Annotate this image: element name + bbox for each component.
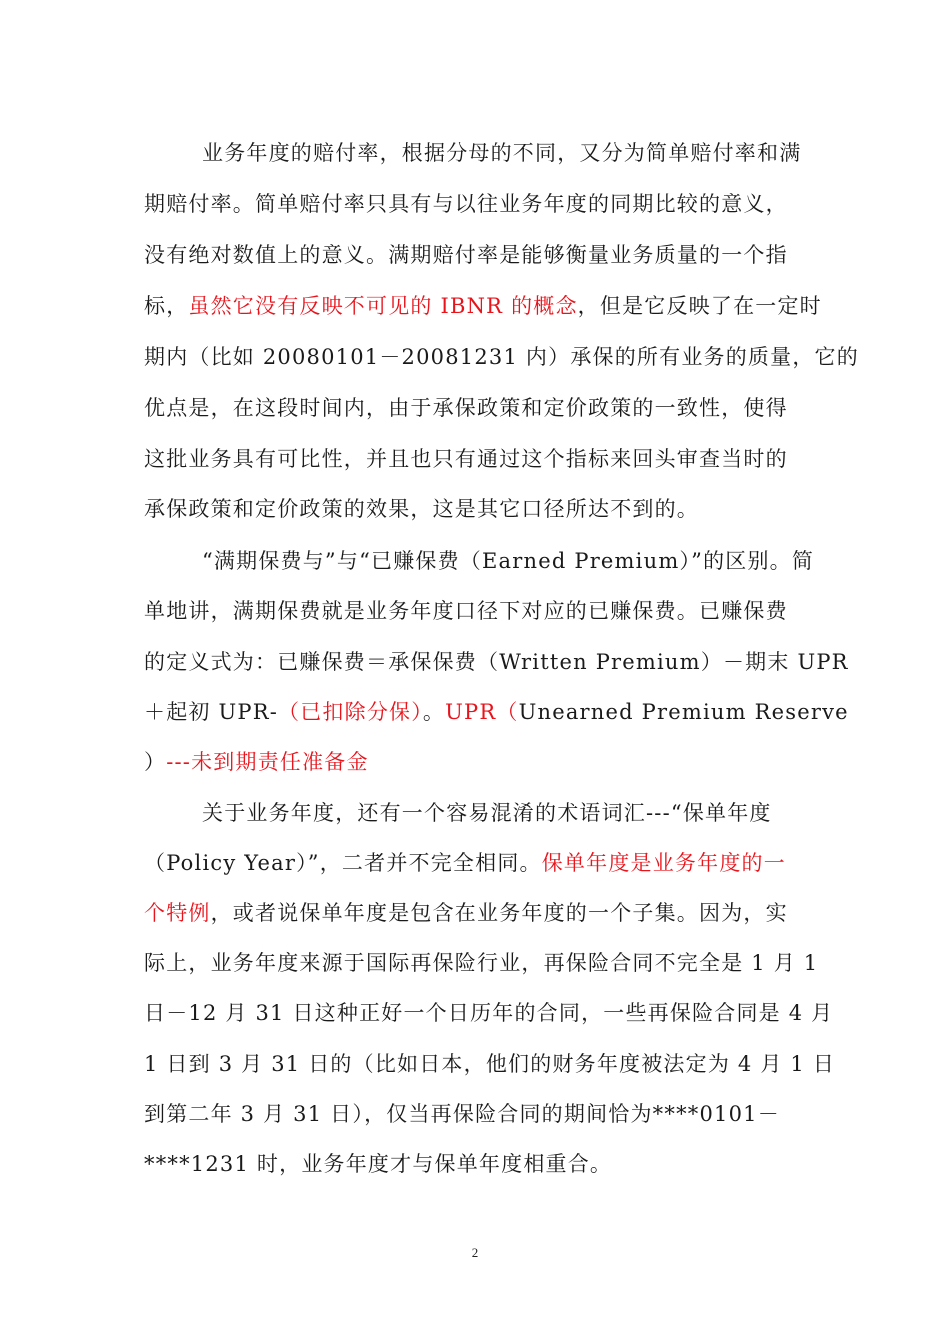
paragraph-3-line-6 — [144, 1047, 836, 1081]
text-run: 关于业务年度，还有一个容易混淆的术语词汇---“保单年度 — [202, 801, 772, 825]
paragraph-3-line-3 — [144, 896, 814, 930]
text-run: 期赔付率。简单赔付率只具有与以往业务年度的同期比较的意义， — [144, 192, 788, 216]
paragraph-1-line-3 — [144, 238, 814, 272]
text-run: ） — [144, 750, 167, 774]
paragraph-2-line-1 — [202, 544, 872, 578]
paragraph-3-line-4 — [144, 946, 819, 980]
paragraph-3-line-5 — [144, 996, 834, 1030]
highlighted-text: 保单年度是业务年度的一 — [541, 851, 786, 875]
text-run: （Policy Year）”，二者并不完全相同。 — [144, 851, 542, 875]
text-run: ＋起初 UPR- — [144, 700, 279, 724]
highlighted-text: ---未到期责任准备金 — [166, 750, 369, 774]
text-run: 承保政策和定价政策的效果，这是其它口径所达不到的。 — [144, 497, 699, 521]
paragraph-1-line-5 — [144, 340, 859, 374]
text-run: “满期保费与”与“已赚保费（Earned Premium）”的区别。简 — [202, 549, 815, 573]
text-run: ，但是它反映了在一定时 — [577, 294, 822, 318]
highlighted-text: 个特例 — [144, 901, 211, 925]
text-run: 。 — [422, 700, 446, 724]
paragraph-1-line-4 — [144, 289, 822, 323]
paragraph-1-line-1 — [202, 136, 872, 170]
paragraph-2-line-4 — [144, 695, 849, 729]
text-run: 没有绝对数值上的意义。满期赔付率是能够衡量业务质量的一个指 — [144, 243, 788, 267]
paragraph-2-line-2 — [144, 594, 814, 628]
page-number: 2 — [471, 1245, 479, 1260]
paragraph-2-line-3 — [144, 645, 849, 679]
text-run: 业务年度的赔付率，根据分母的不同，又分为简单赔付率和满 — [202, 141, 802, 165]
text-run: ，或者说保单年度是包含在业务年度的一个子集。因为，实 — [210, 901, 788, 925]
text-run: 到第二年 3 月 31 日），仅当再保险合同的期间恰为****0101－ — [144, 1102, 780, 1126]
paragraph-1-line-2 — [144, 187, 814, 221]
text-run: 的定义式为：已赚保费＝承保保费（Written Premium）－期末 UPR — [144, 650, 849, 674]
text-run: 日－12 月 31 日这种正好一个日历年的合同，一些再保险合同是 4 月 — [144, 1001, 834, 1025]
text-run: 1 日到 3 月 31 日的（比如日本，他们的财务年度被法定为 4 月 1 日 — [144, 1052, 836, 1076]
highlighted-text: （已扣除分保） — [278, 700, 423, 724]
text-run: Unearned Premium Reserve — [518, 700, 849, 724]
text-run: 优点是，在这段时间内，由于承保政策和定价政策的一致性，使得 — [144, 396, 788, 420]
paragraph-1-line-7 — [144, 442, 814, 476]
highlighted-text: UPR（ — [445, 700, 519, 724]
paragraph-1-line-6 — [144, 391, 814, 425]
paragraph-2-line-5 — [144, 745, 814, 779]
paragraph-1-line-8 — [144, 492, 814, 526]
paragraph-3-line-7 — [144, 1097, 814, 1131]
paragraph-3-line-1 — [202, 796, 872, 830]
paragraph-3-line-2 — [144, 846, 814, 880]
text-run: 标， — [144, 294, 189, 318]
paragraph-3-line-8 — [144, 1147, 814, 1181]
text-run: 期内（比如 20080101－20081231 内）承保的所有业务的质量，它的 — [144, 345, 859, 369]
text-run: ****1231 时，业务年度才与保单年度相重合。 — [144, 1152, 613, 1176]
text-run: 单地讲，满期保费就是业务年度口径下对应的已赚保费。已赚保费 — [144, 599, 788, 623]
highlighted-text: 虽然它没有反映不可见的 IBNR 的概念 — [188, 294, 578, 318]
text-run: 这批业务具有可比性，并且也只有通过这个指标来回头审查当时的 — [144, 447, 788, 471]
text-run: 际上，业务年度来源于国际再保险行业，再保险合同不完全是 1 月 1 — [144, 951, 819, 975]
